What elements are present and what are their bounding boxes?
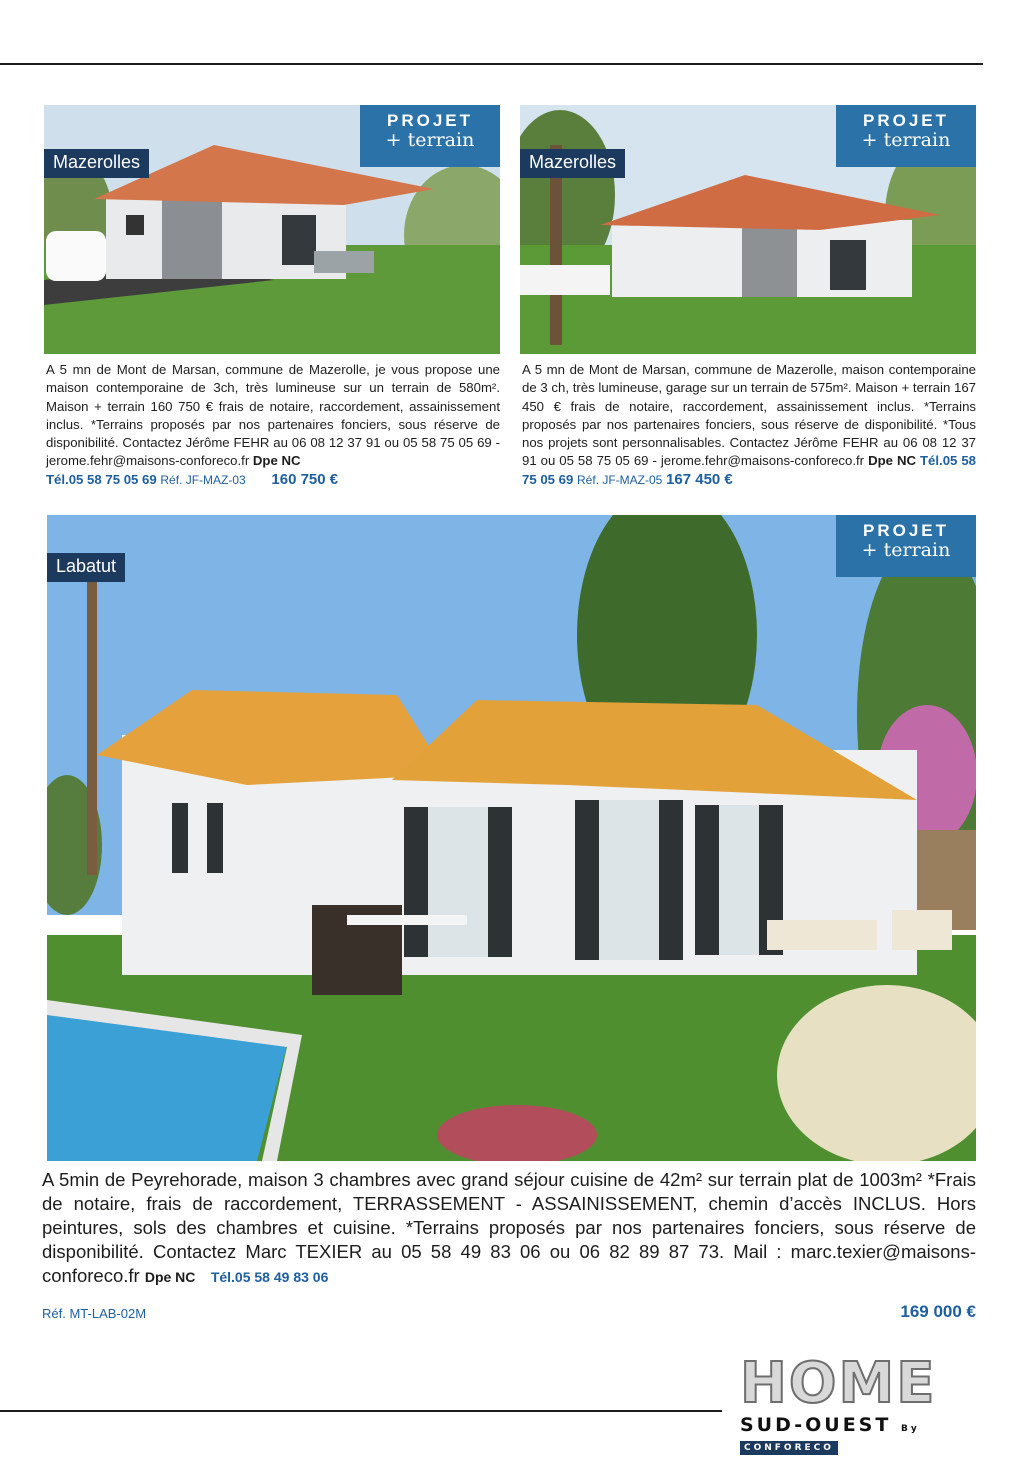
listing-3-description <box>42 1168 976 1289</box>
listing-1-photo <box>44 105 500 354</box>
dpe-label: Dpe NC <box>144 1269 196 1285</box>
listing-3-price: 169 000 € <box>900 1302 976 1321</box>
description-text: A 5 mn de Mont de Marsan, commune de Mazerolle, maison contemporaine de 3 ch, très lumineuse, garage sur un terrain de 575m². Maison + terrain 167 450 € frais de notaire, raccordement, assainissement inclus. *Terrains proposés par nos partenaires fonciers, sous réserve de disponibilité. *Tous nos projets sont personnalisables. Contactez Jérôme FEHR au 06 08 12 37 91 ou 05 58 75 05 69 - jerome.fehr@maisons-conforeco.fr <box>522 362 976 469</box>
listing-2-photo <box>520 105 976 354</box>
badge-line2: + terrain <box>385 129 475 151</box>
description-text: A 5min de Peyrehorade, maison 3 chambres avec grand séjour cuisine de 42m² sur terrain plat de 1003m² *Frais de notaire, frais de raccordement, TERRASSEMENT - ASSAINISSEMENT, chemin d’accès INCLUS. Hors peintures, sols des chambres et cuisine. *Terrains proposés par nos partenaires fonciers, sous réserve de disponibilité. Contactez Marc TEXIER au 05 58 49 83 06 ou 06 82 89 87 73. Mail : marc.texier@maisons-conforeco.fr <box>42 1169 976 1286</box>
badge-line1: PROJET <box>386 111 474 130</box>
conforeco-brand: CONFORECO <box>740 1441 838 1455</box>
dpe-label: Dpe NC <box>868 453 916 469</box>
house-render-image <box>47 515 976 1161</box>
location-tag: Mazerolles <box>520 149 625 178</box>
phone-number: Tél.05 58 75 05 69 <box>522 453 977 487</box>
bottom-rule <box>0 1410 722 1412</box>
reference: Réf. JF-MAZ-03 <box>160 472 246 487</box>
home-sud-ouest-logo <box>740 1351 990 1453</box>
badge-line2: + terrain <box>861 129 951 151</box>
location-tag: Mazerolles <box>44 149 149 178</box>
logo-sub-text <box>740 1414 990 1458</box>
listing-3-photo <box>47 515 976 1161</box>
price: 167 450 € <box>666 470 733 488</box>
badge-line1: PROJET <box>862 521 950 540</box>
projet-terrain-badge <box>360 105 500 167</box>
price: 160 750 € <box>271 470 339 488</box>
phone-number: Tél.05 58 75 05 69 <box>46 471 157 487</box>
description-text: A 5 mn de Mont de Marsan, commune de Mazerolle, je vous propose une maison contemporaine de 3ch, très lumineuse sur un terrain de 580m². Maison + terrain 160 750 € frais de notaire, raccordement, assainissement inclus. *Terrains proposés par nos partenaires fonciers, sous réserve de disponibilité. Contactez Jérôme FEHR au 06 08 12 37 91 ou 05 58 75 05 69 - jerome.fehr@maisons-conforeco.fr <box>46 362 500 469</box>
logo-sud-ouest: SUD-OUEST <box>740 1414 892 1436</box>
listing-2-description <box>522 361 976 489</box>
listing-3-reference: Réf. MT-LAB-02M <box>42 1306 147 1321</box>
projet-terrain-badge <box>836 105 976 167</box>
listing-1-description <box>46 361 500 489</box>
logo-by: By <box>900 1424 920 1434</box>
badge-line2: + terrain <box>861 539 951 561</box>
dpe-label: Dpe NC <box>252 453 301 469</box>
reference: Réf. JF-MAZ-05 <box>577 472 663 487</box>
top-rule <box>0 63 983 65</box>
phone-number: Tél.05 58 49 83 06 <box>210 1269 329 1285</box>
projet-terrain-badge <box>836 515 976 577</box>
logo-home-text: HOME <box>740 1351 937 1416</box>
badge-line1: PROJET <box>862 111 950 130</box>
location-tag: Labatut <box>47 553 125 582</box>
